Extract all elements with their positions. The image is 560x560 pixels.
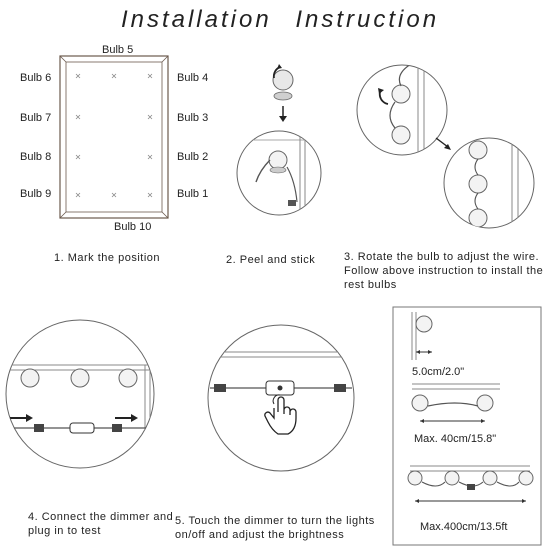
step-1-caption: 1. Mark the position <box>54 252 160 264</box>
bulb-1-label: Bulb 1 <box>177 188 209 200</box>
bulb-spacing-label: 5.0cm/2.0" <box>412 366 465 378</box>
peel-stick-diagram <box>236 64 326 230</box>
step-5-caption: 5. Touch the dimmer to turn the lights on/off and adjust the brightness <box>175 515 375 541</box>
bulb-10-label: Bulb 10 <box>114 221 152 233</box>
bulb-6-label: Bulb 6 <box>20 72 52 84</box>
mirror-frame-diagram <box>60 56 168 218</box>
bulb-2-label: Bulb 2 <box>177 151 209 163</box>
max-total-label: Max.400cm/13.5ft <box>420 521 508 533</box>
page-title: Installation Instruction <box>120 6 440 33</box>
bulb-4-label: Bulb 4 <box>177 72 209 84</box>
max-between-label: Max. 40cm/15.8" <box>414 433 497 445</box>
measurement-panel <box>393 307 541 545</box>
connect-dimmer-diagram <box>0 320 154 470</box>
step-4-caption: 4. Connect the dimmer and plug in to test <box>28 511 174 537</box>
step-3-caption: 3. Rotate the bulb to adjust the wire. Follow above instruction to install the rest bulbs <box>344 251 544 291</box>
bulb-8-label: Bulb 8 <box>20 151 52 163</box>
bulb-9-label: Bulb 9 <box>20 188 52 200</box>
position-marks <box>76 74 152 197</box>
step-2-caption: 2. Peel and stick <box>226 254 316 266</box>
rotate-bulb-diagram <box>357 60 534 233</box>
bulb-3-label: Bulb 3 <box>177 112 209 124</box>
touch-dimmer-diagram <box>200 325 360 471</box>
bulb-5-label: Bulb 5 <box>102 44 134 56</box>
bulb-7-label: Bulb 7 <box>20 112 52 124</box>
